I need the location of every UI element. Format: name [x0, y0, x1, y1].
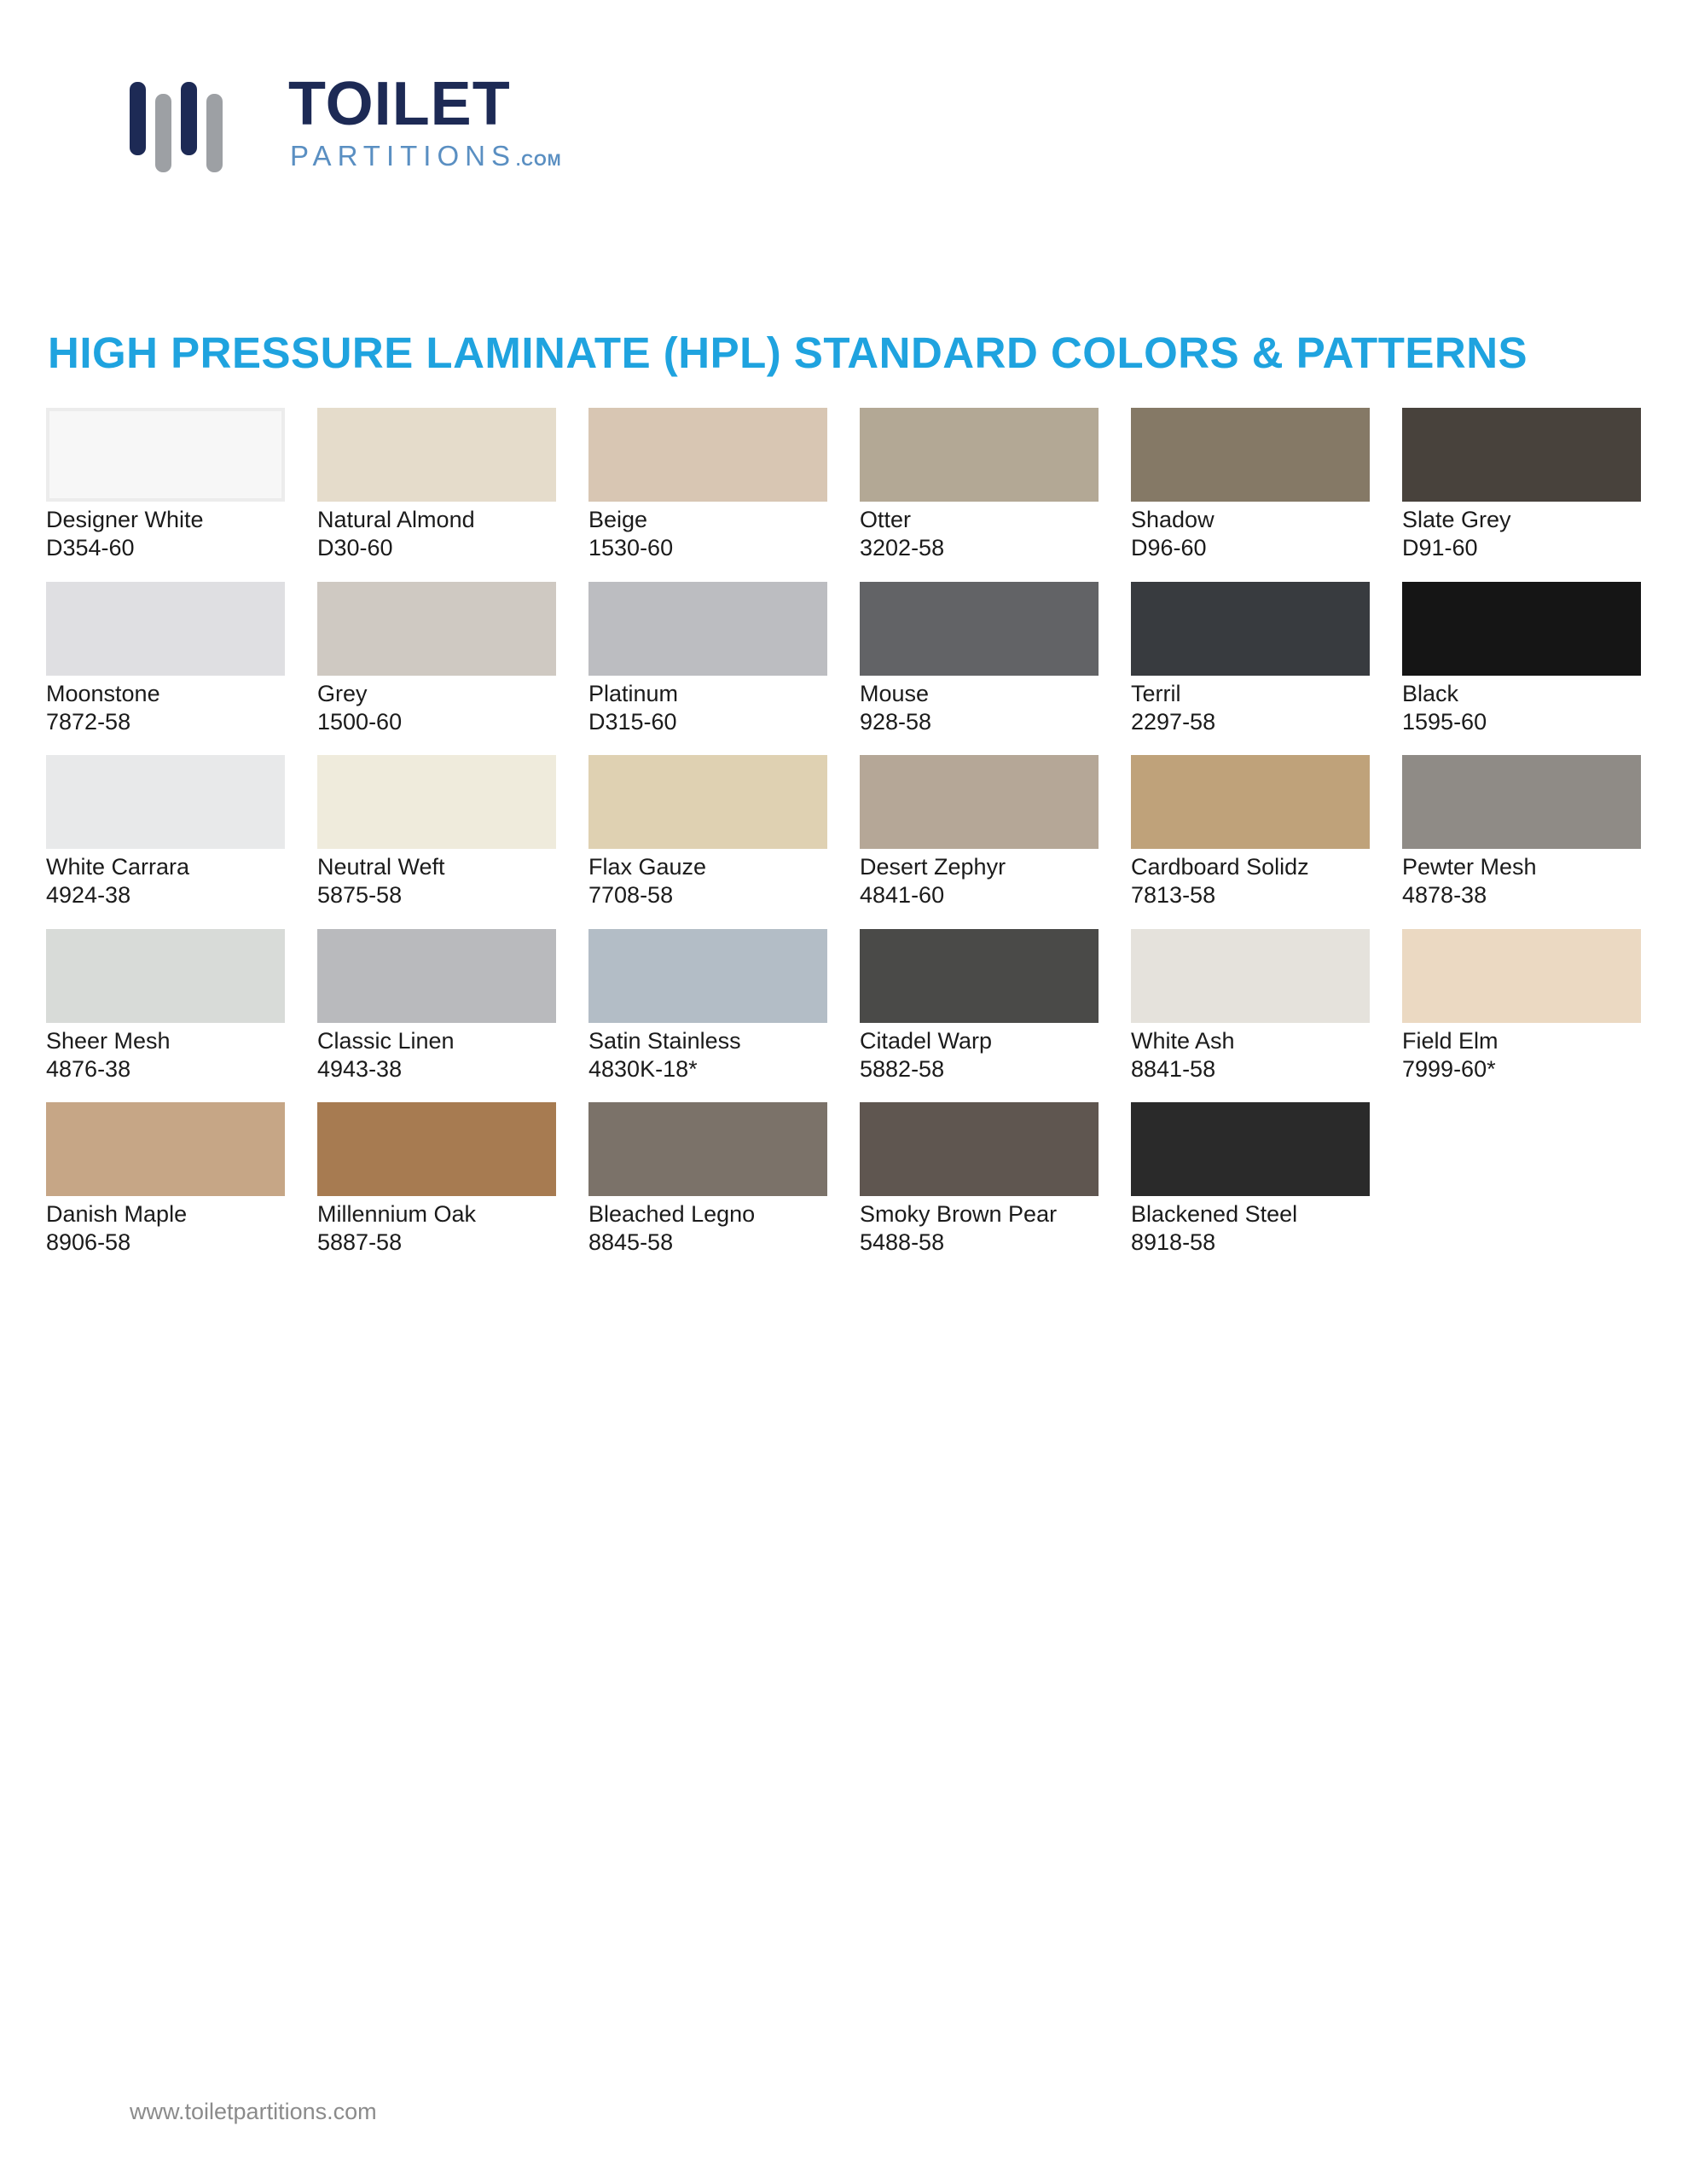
swatch-code: D315-60	[588, 708, 677, 735]
swatch-code: 4841-60	[860, 882, 945, 908]
swatch-item	[860, 755, 1099, 929]
color-chip	[588, 755, 827, 849]
swatch-name: Designer White	[46, 507, 204, 532]
swatch-name: Desert Zephyr	[860, 854, 1006, 880]
swatch-item	[46, 929, 285, 1103]
swatch-item	[1131, 929, 1370, 1103]
color-chip	[46, 582, 285, 676]
color-chip	[46, 408, 285, 502]
swatch-name: Bleached Legno	[588, 1201, 756, 1227]
color-chip	[317, 408, 556, 502]
color-chip	[860, 582, 1099, 676]
swatch-item	[860, 408, 1099, 582]
swatch-item	[1402, 929, 1641, 1103]
swatch-name: Platinum	[588, 680, 679, 706]
color-chip	[588, 929, 827, 1023]
swatch-name: Otter	[860, 507, 912, 532]
swatch-code: 4943-38	[317, 1055, 403, 1082]
swatch-name: Flax Gauze	[588, 854, 707, 880]
swatch-name: Classic Linen	[317, 1027, 455, 1054]
swatch-code: 7999-60*	[1402, 1055, 1496, 1082]
color-chip	[1402, 929, 1641, 1023]
swatch-item	[317, 755, 556, 929]
swatch-name: Danish Maple	[46, 1201, 188, 1227]
swatch-code: 5875-58	[317, 882, 403, 908]
color-chip	[1402, 582, 1641, 676]
company-logo	[128, 70, 606, 183]
swatch-item	[1131, 1102, 1370, 1276]
color-chip	[588, 582, 827, 676]
swatch-name: Moonstone	[46, 680, 160, 706]
logo-text-toilet: TOILET	[288, 70, 511, 138]
swatch-name: Smoky Brown Pear	[860, 1201, 1058, 1227]
swatch-code: 928-58	[860, 708, 932, 735]
swatch-name: Natural Almond	[317, 507, 475, 532]
color-chip	[46, 1102, 285, 1196]
swatch-item	[1402, 582, 1641, 756]
swatch-code: 5887-58	[317, 1229, 403, 1255]
swatch-item	[588, 408, 827, 582]
color-chip	[1131, 929, 1370, 1023]
swatch-name: Pewter Mesh	[1402, 854, 1537, 880]
swatch-code: 1530-60	[588, 535, 674, 561]
swatch-item	[860, 929, 1099, 1103]
color-chip	[860, 408, 1099, 502]
swatch-name: Mouse	[860, 680, 930, 706]
color-chip	[588, 408, 827, 502]
swatch-code: 4878-38	[1402, 882, 1487, 908]
swatch-code: 7872-58	[46, 708, 131, 735]
swatch-code: 1595-60	[1402, 708, 1487, 735]
color-chip	[1131, 408, 1370, 502]
color-chip	[860, 929, 1099, 1023]
swatch-code: D354-60	[46, 535, 135, 561]
color-chip	[860, 755, 1099, 849]
color-chip	[46, 755, 285, 849]
swatch-name: White Ash	[1131, 1027, 1235, 1054]
swatch-name: Cardboard Solidz	[1131, 854, 1309, 880]
swatch-code: 7813-58	[1131, 882, 1216, 908]
logo-bars-icon	[128, 80, 235, 174]
swatch-item	[317, 1102, 556, 1276]
swatch-code: 4876-38	[46, 1055, 131, 1082]
logo-text-partitions: PARTITIONS.COM	[290, 140, 562, 171]
swatch-code: 3202-58	[860, 535, 945, 561]
swatch-item	[588, 755, 827, 929]
swatch-code: 8918-58	[1131, 1229, 1216, 1255]
swatch-code: 2297-58	[1131, 708, 1216, 735]
swatch-code: 8906-58	[46, 1229, 131, 1255]
logo-text-com: .COM	[515, 152, 562, 170]
swatch-item	[588, 582, 827, 756]
swatch-code: 5882-58	[860, 1055, 945, 1082]
color-chip	[1131, 582, 1370, 676]
color-chip	[46, 929, 285, 1023]
swatch-code: 1500-60	[317, 708, 403, 735]
swatch-item	[46, 582, 285, 756]
swatch-name: Neutral Weft	[317, 854, 445, 880]
swatch-item	[317, 408, 556, 582]
swatch-code: 8841-58	[1131, 1055, 1216, 1082]
swatch-name: Grey	[317, 680, 368, 706]
swatch-name: Field Elm	[1402, 1027, 1499, 1054]
swatch-code: D91-60	[1402, 535, 1478, 561]
swatch-item	[860, 1102, 1099, 1276]
footer-url: www.toiletpartitions.com	[130, 2099, 377, 2124]
swatch-name: Beige	[588, 507, 648, 532]
swatch-item	[46, 408, 285, 582]
color-chip	[317, 929, 556, 1023]
swatch-code: 4830K-18*	[588, 1055, 698, 1082]
color-chip	[1402, 408, 1641, 502]
swatch-name: Sheer Mesh	[46, 1027, 171, 1054]
color-chip	[317, 582, 556, 676]
swatch-item	[46, 1102, 285, 1276]
swatch-code: 8845-58	[588, 1229, 674, 1255]
color-chip	[860, 1102, 1099, 1196]
color-chip	[1131, 1102, 1370, 1196]
swatch-name: Millennium Oak	[317, 1201, 477, 1227]
color-chip	[317, 755, 556, 849]
swatch-grid	[46, 408, 1641, 1276]
swatch-item	[317, 929, 556, 1103]
swatch-code: 7708-58	[588, 882, 674, 908]
color-chip	[317, 1102, 556, 1196]
swatch-name: Shadow	[1131, 507, 1215, 532]
swatch-name: Black	[1402, 680, 1459, 706]
swatch-item	[1131, 755, 1370, 929]
swatch-item	[1131, 582, 1370, 756]
swatch-item	[860, 582, 1099, 756]
swatch-item	[317, 582, 556, 756]
swatch-name: Terril	[1131, 680, 1181, 706]
swatch-item	[46, 755, 285, 929]
swatch-name: White Carrara	[46, 854, 190, 880]
swatch-item	[588, 929, 827, 1103]
color-chip	[1402, 755, 1641, 849]
swatch-code: D96-60	[1131, 535, 1207, 561]
swatch-name: Blackened Steel	[1131, 1201, 1298, 1227]
swatch-name: Citadel Warp	[860, 1027, 993, 1054]
swatch-item	[1131, 408, 1370, 582]
swatch-name: Satin Stainless	[588, 1027, 741, 1054]
swatch-code: 5488-58	[860, 1229, 945, 1255]
swatch-item	[588, 1102, 827, 1276]
swatch-code: 4924-38	[46, 882, 131, 908]
swatch-item	[1402, 408, 1641, 582]
swatch-code: D30-60	[317, 535, 393, 561]
swatch-item	[1402, 755, 1641, 929]
page-title: HIGH PRESSURE LAMINATE (HPL) STANDARD COLORS & PATTERNS	[48, 328, 1528, 377]
color-chip	[1131, 755, 1370, 849]
swatch-name: Slate Grey	[1402, 507, 1511, 532]
color-chip	[588, 1102, 827, 1196]
